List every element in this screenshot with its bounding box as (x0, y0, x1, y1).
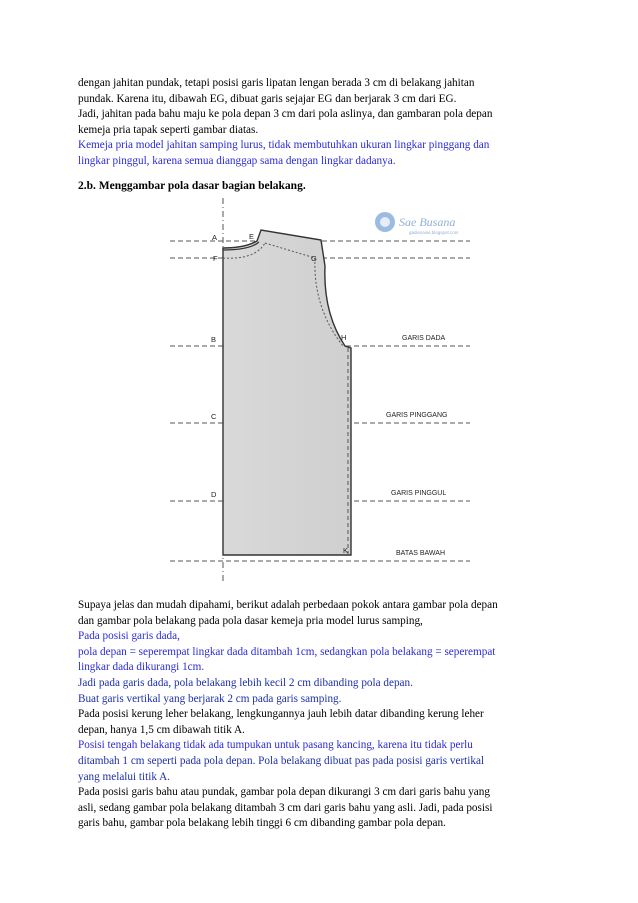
watermark-icon-inner (380, 217, 390, 227)
line-label-chest: GARIS DADA (402, 335, 446, 342)
text-line: Supaya jelas dan mudah dipahami, berikut adalah perbedaan pokok antara gambar pola depan (78, 599, 498, 611)
text-line: pundak. Karena itu, dibawah EG, dibuat garis sejajar EG dan berjarak 3 cm dari EG. (78, 92, 457, 105)
text-line: Pada posisi garis dada, (78, 630, 180, 643)
text-line: dengan jahitan pundak, tetapi posisi garis lipatan lengan berada 3 cm di belakang jahitan (78, 77, 475, 89)
text-line: Pada posisi garis bahu atau pundak, gambar pola depan dikurangi 3 cm dari garis bahu yang (78, 786, 490, 799)
text-line: lingkar pinggul, karena semua dianggap sama dengan lingkar dadanya. (78, 154, 396, 167)
paragraph-differences (78, 598, 562, 832)
watermark-title: Sae Busana (399, 215, 456, 229)
point-label-f: F (213, 254, 218, 263)
paragraph-intro (78, 76, 562, 170)
point-label-g: G (311, 254, 317, 263)
text-line: dan gambar pola belakang pada pola dasar kemeja pria model lurus samping, (78, 614, 423, 627)
text-line: Pada posisi kerung leher belakang, lengkungannya jauh lebih datar dibanding kerung leher (78, 708, 484, 721)
text-line: Jadi pada garis dada, pola belakang lebih kecil 2 cm dibanding pola depan. (78, 676, 413, 689)
watermark-logo (375, 212, 459, 235)
text-line: pola depan = seperempat lingkar dada ditambah 1cm, sedangkan pola belakang = seperempat (78, 645, 496, 658)
text-line: Kemeja pria model jahitan samping lurus, tidak membutuhkan ukuran lingkar pinggang dan (78, 139, 490, 152)
watermark-subtitle: gadisnaise.blogspot.com (409, 230, 459, 235)
text-line: Buat garis vertikal yang berjarak 2 cm pada garis samping. (78, 692, 342, 705)
text-line: depan, hanya 1,5 cm dibawah titik A. (78, 723, 245, 736)
point-label-c: C (211, 412, 217, 421)
point-label-d: D (211, 490, 217, 499)
section-heading: 2.b. Menggambar pola dasar bagian belakang. (78, 180, 306, 192)
text-line: yang melalui titik A. (78, 770, 170, 783)
point-label-k: K (343, 546, 349, 555)
text-line: Jadi, jahitan pada bahu maju ke pola depan 3 cm dari pola aslinya, dan gambaran pola depan (78, 108, 493, 121)
text-line: ditambah 1 cm seperti pada pola depan. Pola belakang dibuat pas pada posisi garis vertikal (78, 754, 485, 767)
text-line: Posisi tengah belakang tidak ada tumpukan untuk pasang kancing, karena itu tidak perlu (78, 739, 473, 752)
point-label-b: B (211, 335, 217, 344)
point-label-h: H (341, 333, 347, 342)
back-pattern-diagram (165, 198, 475, 583)
text-line: garis bahu, gambar pola belakang lebih tinggi 6 cm dibanding gambar pola depan. (78, 817, 446, 830)
text-line: lingkar dada dikurangi 1cm. (78, 661, 205, 674)
line-label-hip: GARIS PINGGUL (391, 490, 447, 497)
point-label-a: A (212, 233, 218, 242)
text-line: asli, sedang gambar pola belakang ditambah 3 cm dari garis bahu yang asli. Jadi, pada posisi (78, 801, 493, 814)
point-label-e: E (249, 232, 255, 241)
line-label-hem: BATAS BAWAH (396, 550, 446, 557)
text-line: kemeja pria tapak seperti gambar diatas. (78, 123, 259, 136)
line-label-waist: GARIS PINGGANG (386, 412, 448, 419)
pattern-figure (165, 198, 475, 583)
